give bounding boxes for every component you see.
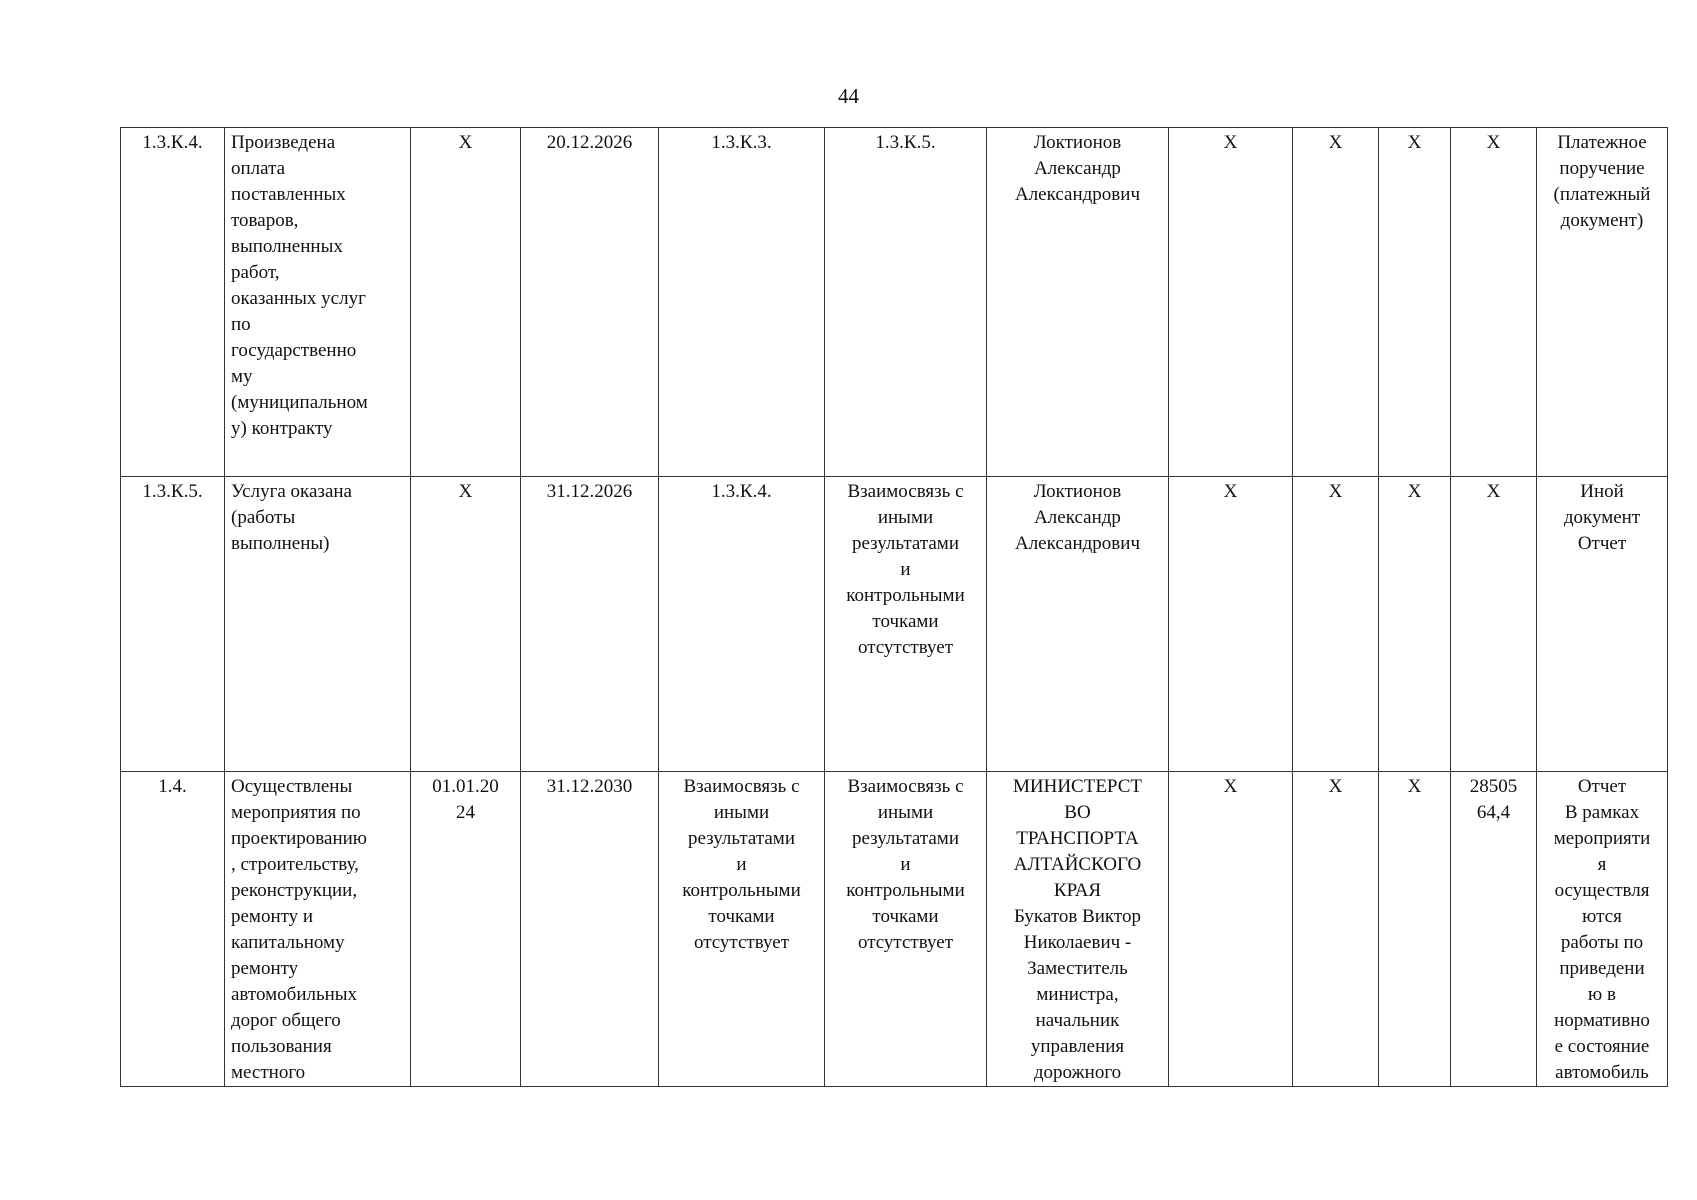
cell-text-line: Александр xyxy=(1034,158,1121,179)
plan-table xyxy=(120,127,1668,1087)
cell-start: X xyxy=(411,477,521,772)
cell-text-line: результатами xyxy=(688,828,795,849)
cell-text-line: приведени xyxy=(1559,958,1645,979)
cell-text-line: ремонту и xyxy=(231,906,314,927)
cell-text-line: по xyxy=(231,314,251,335)
cell-text-line: Александр xyxy=(1034,507,1121,528)
cell-text-line: точками xyxy=(872,611,939,632)
table-row xyxy=(121,477,1668,772)
cell-text-line: мероприятия по xyxy=(231,802,361,823)
cell-text-line: (муниципальном xyxy=(231,392,368,413)
cell-id: 1.3.К.5. xyxy=(121,477,225,772)
cell-text-line: нормативно xyxy=(1554,1010,1650,1031)
cell-text-line: и xyxy=(900,854,911,875)
cell-c8: X xyxy=(1169,128,1293,477)
cell-responsible xyxy=(987,477,1169,772)
cell-text-line: документ xyxy=(1563,507,1641,528)
cell-text-line: отсутствует xyxy=(857,932,954,953)
cell-text-line: 28505 xyxy=(1469,776,1518,797)
cell-end: 31.12.2026 xyxy=(521,477,659,772)
cell-text-line: реконструкции, xyxy=(231,880,358,901)
cell-text-line: иными xyxy=(713,802,770,823)
cell-c8: X xyxy=(1169,772,1293,1087)
cell-text-line: мероприяти xyxy=(1553,828,1651,849)
cell-text-line: 64,4 xyxy=(1476,802,1511,823)
cell-text-line: Николаевич - xyxy=(1023,932,1132,953)
cell-text-line: местного xyxy=(231,1062,306,1083)
cell-text-line: е состояние xyxy=(1554,1036,1650,1057)
cell-text-line: результатами xyxy=(852,828,959,849)
cell-text-line: государственно xyxy=(231,340,357,361)
cell-c10: X xyxy=(1379,772,1451,1087)
cell-c11: X xyxy=(1451,128,1537,477)
cell-predecessor xyxy=(659,772,825,1087)
cell-text-line: выполнены) xyxy=(231,533,330,554)
cell-text-line: пользования xyxy=(231,1036,332,1057)
cell-text-line: му xyxy=(231,366,253,387)
cell-text-line: точками xyxy=(872,906,939,927)
cell-text-line: министра, xyxy=(1036,984,1119,1005)
cell-c9: X xyxy=(1293,128,1379,477)
cell-c9: X xyxy=(1293,772,1379,1087)
cell-text-line: Локтионов xyxy=(1033,132,1122,153)
cell-text-line: , строительству, xyxy=(231,854,359,875)
cell-text-line: Взаимосвязь с xyxy=(847,776,964,797)
cell-start xyxy=(411,772,521,1087)
cell-text-line: Взаимосвязь с xyxy=(683,776,800,797)
cell-text-line: отсутствует xyxy=(857,637,954,658)
cell-text-line: (платежный xyxy=(1553,184,1651,205)
cell-text-line: дорожного xyxy=(1033,1062,1122,1083)
cell-text-line: иными xyxy=(877,802,934,823)
cell-text-line: Отчет xyxy=(1577,776,1627,797)
cell-text-line: отсутствует xyxy=(693,932,790,953)
cell-text-line: работ, xyxy=(231,262,280,283)
cell-text-line: В рамках xyxy=(1564,802,1640,823)
cell-text-line: капитальному xyxy=(231,932,345,953)
cell-text-line: контрольными xyxy=(846,585,965,606)
cell-text-line: Локтионов xyxy=(1033,481,1122,502)
cell-text-line: контрольными xyxy=(682,880,801,901)
cell-c9: X xyxy=(1293,477,1379,772)
cell-c11: X xyxy=(1451,477,1537,772)
cell-text-line: ремонту xyxy=(231,958,299,979)
cell-document xyxy=(1537,128,1668,477)
cell-text-line: выполненных xyxy=(231,236,343,257)
cell-text-line: Отчет xyxy=(1577,533,1627,554)
cell-id: 1.4. xyxy=(121,772,225,1087)
cell-text-line: Заместитель xyxy=(1027,958,1128,979)
cell-end: 31.12.2030 xyxy=(521,772,659,1087)
cell-name xyxy=(225,772,411,1087)
cell-name xyxy=(225,128,411,477)
cell-predecessor: 1.3.К.4. xyxy=(659,477,825,772)
cell-text-line: дорог общего xyxy=(231,1010,341,1031)
cell-text-line: ются xyxy=(1582,906,1622,927)
cell-text-line: Иной xyxy=(1580,481,1624,502)
cell-successor xyxy=(825,477,987,772)
cell-text-line: проектированию xyxy=(231,828,367,849)
cell-text-line: работы по xyxy=(1560,932,1644,953)
cell-text-line: автомобиль xyxy=(1555,1062,1649,1083)
cell-text-line: поставленных xyxy=(231,184,346,205)
cell-text-line: оплата xyxy=(231,158,286,179)
cell-text-line: ВО xyxy=(1064,802,1091,823)
page-number: 44 xyxy=(838,84,859,108)
cell-text-line: товаров, xyxy=(231,210,299,231)
cell-c11 xyxy=(1451,772,1537,1087)
cell-text-line: я xyxy=(1597,854,1607,875)
cell-text-line: Произведена xyxy=(231,132,336,153)
cell-end: 20.12.2026 xyxy=(521,128,659,477)
cell-text-line: Букатов Виктор xyxy=(1014,906,1141,927)
table-row xyxy=(121,128,1668,477)
cell-c10: X xyxy=(1379,128,1451,477)
cell-text-line: Услуга оказана xyxy=(231,481,352,502)
cell-text-line: автомобильных xyxy=(231,984,358,1005)
cell-text-line: у) контракту xyxy=(231,418,333,439)
cell-text-line: ТРАНСПОРТА xyxy=(1016,828,1139,849)
cell-document xyxy=(1537,477,1668,772)
cell-text-line: Александрович xyxy=(1014,184,1141,205)
cell-text-line: ю в xyxy=(1588,984,1616,1005)
cell-text-line: Платежное xyxy=(1557,132,1647,153)
cell-successor xyxy=(825,772,987,1087)
cell-text-line: и xyxy=(900,559,911,580)
cell-responsible xyxy=(987,772,1169,1087)
cell-text-line: оказанных услуг xyxy=(231,288,366,309)
cell-predecessor: 1.3.К.3. xyxy=(659,128,825,477)
cell-text-line: Взаимосвязь с xyxy=(847,481,964,502)
cell-text-line: результатами xyxy=(852,533,959,554)
cell-text-line: 01.01.20 xyxy=(432,776,499,797)
cell-text-line: управления xyxy=(1030,1036,1125,1057)
table-row xyxy=(121,772,1668,1087)
cell-successor: 1.3.К.5. xyxy=(825,128,987,477)
cell-text-line: начальник xyxy=(1035,1010,1120,1031)
cell-document xyxy=(1537,772,1668,1087)
cell-name xyxy=(225,477,411,772)
cell-text-line: (работы xyxy=(231,507,296,528)
cell-text-line: Осуществлены xyxy=(231,776,353,797)
cell-text-line: осуществля xyxy=(1554,880,1650,901)
cell-text-line: точками xyxy=(708,906,775,927)
cell-text-line: Александрович xyxy=(1014,533,1141,554)
cell-c10: X xyxy=(1379,477,1451,772)
cell-start: X xyxy=(411,128,521,477)
cell-text-line: документ) xyxy=(1560,210,1644,231)
cell-text-line: АЛТАЙСКОГО xyxy=(1013,854,1142,875)
cell-text-line: КРАЯ xyxy=(1053,880,1102,901)
cell-text-line: поручение xyxy=(1559,158,1645,179)
cell-responsible xyxy=(987,128,1169,477)
cell-text-line: и xyxy=(736,854,747,875)
cell-c8: X xyxy=(1169,477,1293,772)
cell-text-line: 24 xyxy=(456,802,475,823)
cell-text-line: иными xyxy=(877,507,934,528)
cell-text-line: контрольными xyxy=(846,880,965,901)
cell-id: 1.3.К.4. xyxy=(121,128,225,477)
cell-text-line: МИНИСТЕРСТ xyxy=(1012,776,1143,797)
